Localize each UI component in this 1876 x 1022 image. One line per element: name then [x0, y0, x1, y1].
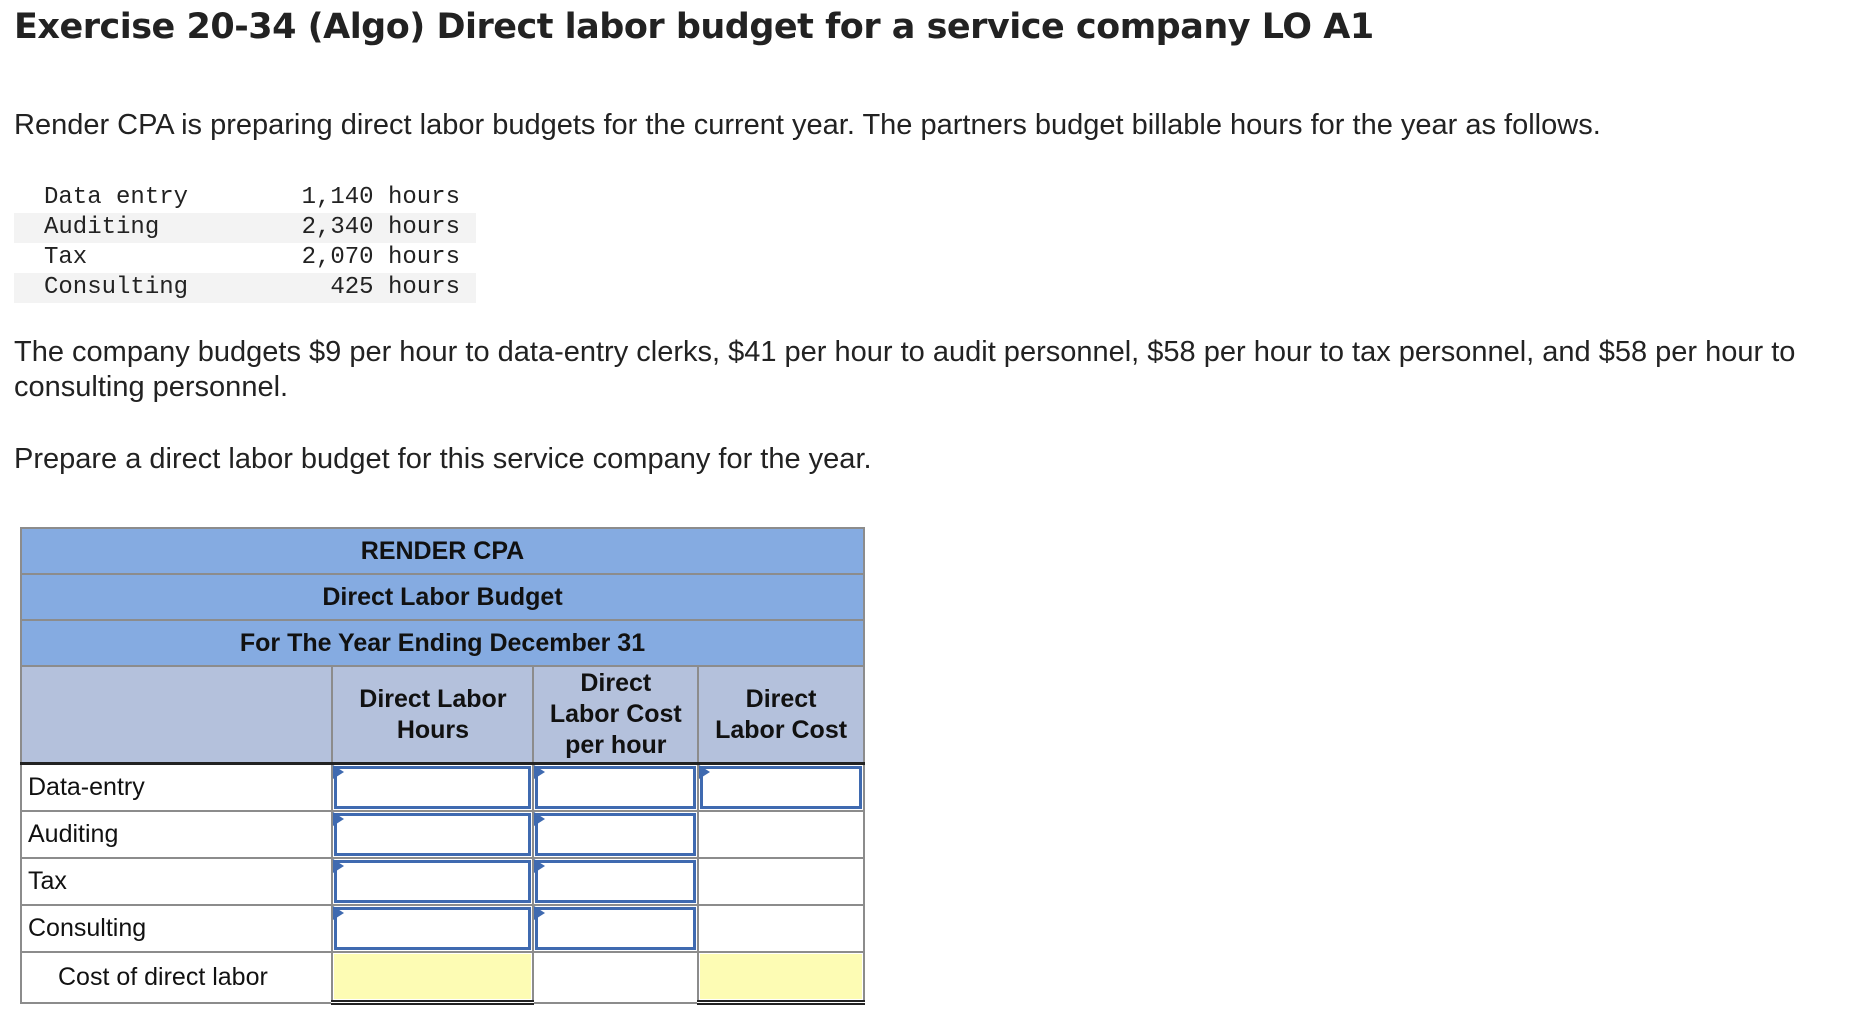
input-marker-icon: [333, 859, 344, 873]
row-label-consulting: Consulting: [21, 905, 332, 952]
data-entry-cost-input[interactable]: [700, 766, 862, 809]
hours-value: 2,340 hours: [264, 213, 476, 243]
auditing-hours-input[interactable]: [334, 813, 531, 856]
total-label: Cost of direct labor: [21, 952, 332, 1003]
page-title: Exercise 20-34 (Algo) Direct labor budget for a service company LO A1: [14, 7, 1374, 47]
rate-cell: [533, 764, 698, 812]
hours-row: [14, 273, 476, 303]
input-marker-icon: [333, 906, 344, 920]
total-hours-cell: [332, 952, 533, 1003]
cost-header-line2: Labor Cost: [715, 715, 848, 744]
row-label-tax: Tax: [21, 858, 332, 905]
consulting-rate-input[interactable]: [535, 907, 696, 950]
input-marker-icon: [333, 765, 344, 779]
tax-rate-input[interactable]: [535, 860, 696, 903]
cost-header-line1: Direct: [745, 684, 817, 713]
input-marker-icon: [333, 812, 344, 826]
data-entry-rate-input[interactable]: [535, 766, 696, 809]
rate-header-line1: Direct: [580, 669, 652, 697]
hours-cell: [332, 811, 533, 858]
input-marker-icon: [534, 812, 545, 826]
hours-value: 425 hours: [264, 273, 476, 303]
total-cost-cell: [698, 952, 864, 1003]
instruction-text: Prepare a direct labor budget for this service company for the year.: [14, 443, 872, 475]
tax-cost-cell: [698, 858, 864, 905]
hours-row: [14, 243, 476, 273]
hours-row: [14, 183, 476, 213]
row-label-auditing: Auditing: [21, 811, 332, 858]
rate-header-line3: per hour: [565, 731, 667, 759]
budget-name-header: Direct Labor Budget: [21, 574, 864, 620]
rate-cell: [533, 905, 698, 952]
consulting-hours-input[interactable]: [334, 907, 531, 950]
consulting-cost-cell: [698, 905, 864, 952]
input-marker-icon: [699, 765, 710, 779]
hours-cell: [332, 764, 533, 812]
input-marker-icon: [534, 765, 545, 779]
row-label-data-entry: Data-entry: [21, 764, 332, 812]
data-entry-hours-input[interactable]: [334, 766, 531, 809]
total-cost-input[interactable]: [700, 954, 862, 999]
input-marker-icon: [534, 859, 545, 873]
table-row: [21, 858, 864, 905]
hours-cell: [332, 905, 533, 952]
hours-row: [14, 213, 476, 243]
total-rate-cell: [533, 952, 698, 1003]
rate-cell: [533, 858, 698, 905]
total-row: [21, 952, 864, 1003]
period-header: For The Year Ending December 31: [21, 620, 864, 666]
hours-column-header: [332, 666, 533, 764]
rate-header-line2: Labor Cost: [549, 700, 682, 728]
hours-label: Consulting: [14, 273, 264, 303]
hours-cell: [332, 858, 533, 905]
direct-labor-budget-table: [20, 527, 865, 1005]
total-hours-input[interactable]: [334, 954, 531, 999]
tax-hours-input[interactable]: [334, 860, 531, 903]
hours-label: Auditing: [14, 213, 264, 243]
auditing-cost-cell: [698, 811, 864, 858]
rate-cell: [533, 811, 698, 858]
table-row: [21, 905, 864, 952]
auditing-rate-input[interactable]: [535, 813, 696, 856]
hours-label: Data entry: [44, 184, 189, 211]
intro-text: Render CPA is preparing direct labor budgets for the current year. The partners budget billable hours for the year as follows.: [14, 109, 1601, 141]
rates-text: The company budgets $9 per hour to data-entry clerks, $41 per hour to audit personnel, $58 per hour to tax personnel, and $58 per hour to consulting personnel.: [14, 336, 1796, 403]
hours-value: 2,070 hours: [301, 244, 460, 271]
rate-column-header: [533, 666, 698, 764]
hours-label: Tax: [44, 244, 88, 271]
table-row: [21, 764, 864, 812]
cost-cell: [698, 764, 864, 812]
row-label-header: [21, 666, 332, 764]
table-row: [21, 811, 864, 858]
input-marker-icon: [534, 906, 545, 920]
billable-hours-table: [14, 183, 476, 303]
hours-value: 1,140 hours: [301, 184, 460, 211]
hours-header-line1: Direct Labor: [359, 684, 507, 713]
cost-column-header: [698, 666, 864, 764]
hours-header-line2: Hours: [396, 715, 470, 744]
company-header: RENDER CPA: [21, 528, 864, 574]
